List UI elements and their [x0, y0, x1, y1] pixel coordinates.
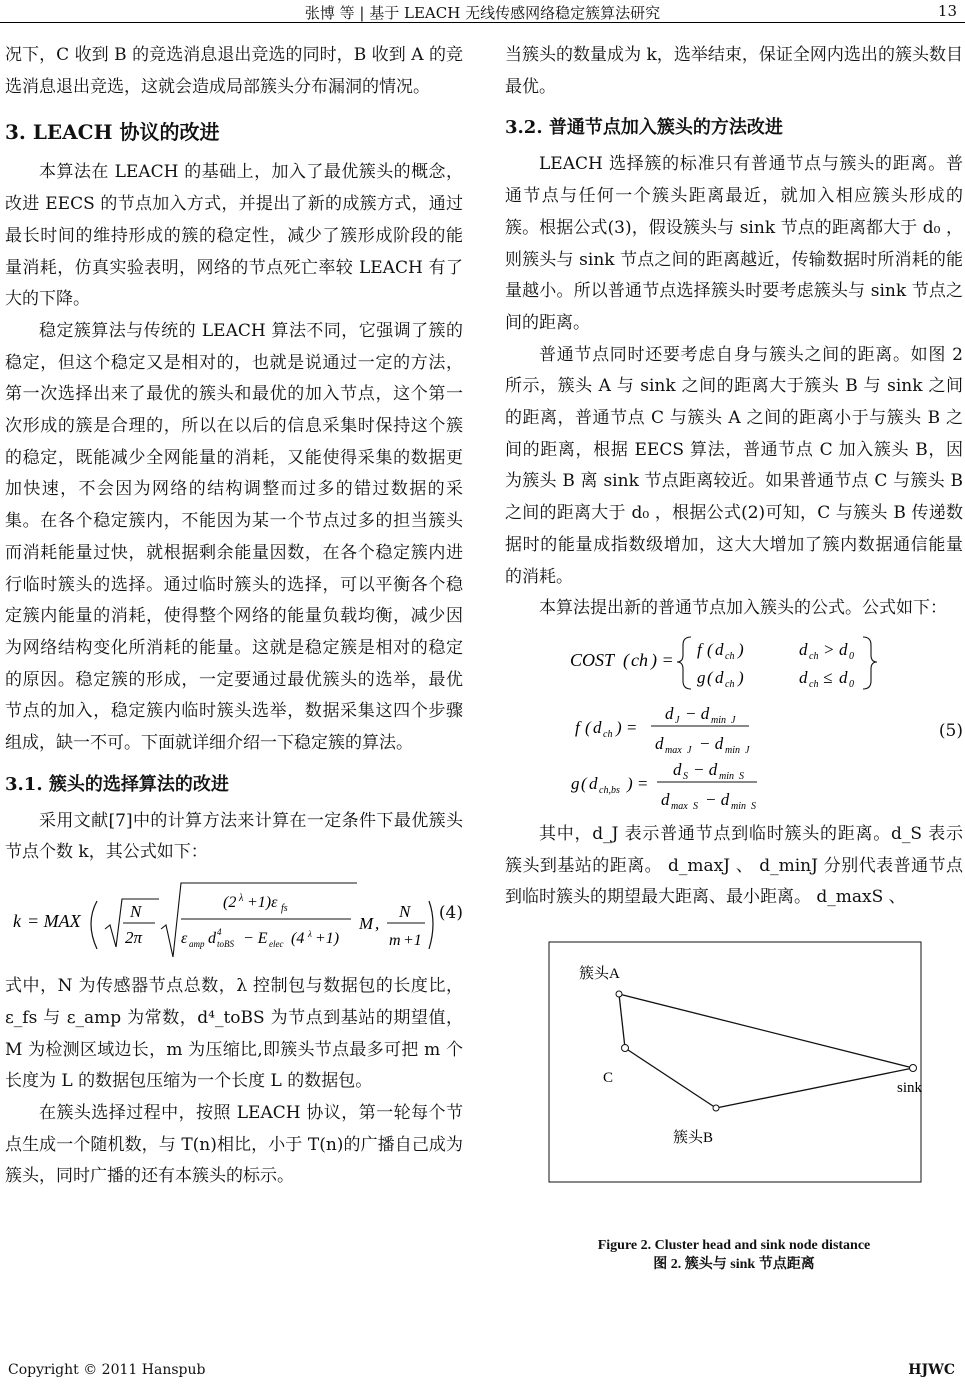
label-sink: sink	[897, 1080, 923, 1097]
paragraph: 普通节点同时还要考虑自身与簇头之间的距离。如图 2 所示，簇头 A 与 sink 之间的距离大于簇头 B 与 sink 之间的距离，普通节点 C 与簇头 A 之间的距离小于与簇头 B 之间的距离，根据 EECS 算法，普通节点 C 加入簇头 B，因为簇头 B 离 sink 节点距离较近。如果普通节点 C 与簇头 B 之间的距离大于 d₀ ，根据公式(2)可知，C 与簇头 B 传递数据时的能量成指数级增加，这大大增加了簇内数据通信能量的消耗。	[505, 344, 963, 587]
svg-text:d: d	[839, 639, 848, 659]
paragraph: 当簇头的数量成为 k，选举结束，保证全网内选出的簇头数目最优。	[505, 45, 963, 97]
svg-text:+1)ε: +1)ε	[247, 894, 278, 912]
svg-text:S: S	[693, 800, 698, 812]
svg-text:) =: ) =	[627, 773, 649, 793]
svg-text:d: d	[673, 759, 682, 779]
svg-text:ch: ch	[809, 678, 819, 690]
svg-text:d: d	[661, 789, 670, 809]
svg-text:≤: ≤	[823, 667, 833, 687]
svg-text:− d: − d	[699, 733, 724, 753]
svg-text:,: ,	[375, 914, 380, 934]
edge-b-sink	[716, 1068, 913, 1108]
equation-5-formula	[505, 625, 905, 815]
svg-text:m: m	[389, 932, 401, 950]
left-column	[5, 40, 463, 1193]
svg-text:d: d	[593, 717, 602, 737]
svg-text:N: N	[399, 902, 411, 922]
svg-text:(: (	[707, 667, 713, 687]
svg-text:elec: elec	[269, 939, 284, 950]
svg-text:) =: ) =	[651, 649, 674, 670]
subsection-heading: 3.2. 普通节点加入簇头的方法改进	[505, 117, 783, 139]
paragraph: 采用文献[7]中的计算方法来计算在一定条件下最优簇头节点个数 k，其公式如下：	[5, 810, 463, 863]
svg-text:S: S	[739, 770, 744, 782]
svg-text:+1: +1	[403, 932, 422, 950]
equation-number: (5)	[938, 720, 963, 741]
paragraph: 在簇头选择过程中，按照 LEACH 协议，第一轮每个节点生成一个随机数，与 T(n)相比，小于 T(n)的广播自己成为簇头，同时广播的还有本簇头的标示。	[5, 1102, 463, 1187]
figure-2	[505, 940, 963, 1280]
svg-text:− d: − d	[685, 703, 710, 723]
svg-text:0: 0	[849, 678, 854, 690]
svg-text:S: S	[683, 770, 688, 782]
svg-text:− E: − E	[243, 930, 268, 948]
svg-text:N: N	[130, 902, 142, 922]
svg-text:d: d	[589, 773, 598, 793]
svg-text:max: max	[665, 744, 682, 756]
svg-text:(: (	[707, 639, 713, 659]
node-cluster-head-a	[616, 991, 622, 997]
svg-text:ch: ch	[725, 678, 735, 690]
paragraph: 其中，d_J 表示普通节点到临时簇头的距离。d_S 表示簇头到基站的距离。 d_maxJ 、 d_minJ 分别代表普通节点到临时簇头的期望最大距离、最小距离。 d_maxS 、	[505, 823, 963, 908]
svg-text:d: d	[715, 667, 724, 687]
paragraph: LEACH 选择簇的标准只有普通节点与簇头的距离。普通节点与任何一个簇头距离最近，就加入相应簇头形成的簇。根据公式(3)，假设簇头与 sink 节点的距离都大于 d₀ ，则簇头与 sink 节点之间的距离越近，传输数据时所消耗的能量越小。所以普通节点选择簇头时要考虑簇头与 sink 节点之间的距离。	[505, 154, 963, 333]
svg-text:(4: (4	[291, 930, 305, 948]
svg-text:toBS: toBS	[217, 939, 234, 950]
edge-a-c	[619, 994, 625, 1048]
label-b: 簇头B	[673, 1130, 714, 1147]
svg-text:f: f	[575, 717, 580, 737]
svg-text:fs: fs	[281, 903, 288, 915]
figure-2-diagram	[505, 940, 963, 1230]
svg-text:+1): +1)	[315, 930, 340, 948]
label-a: 簇头A	[579, 966, 620, 983]
svg-text:ε: ε	[181, 930, 188, 948]
svg-text:amp: amp	[189, 939, 205, 950]
page-number: 13	[937, 2, 957, 20]
svg-text:d: d	[799, 667, 808, 687]
svg-text:>: >	[823, 639, 835, 659]
paragraph: 本算法在 LEACH 的基础上，加入了最优簇头的概念，改进 EECS 的节点加入方式，并提出了新的成簇方式，通过最长时间的维持形成的簇的稳定性，减少了簇形成阶段的能量消耗，仿真实验表明，网络的节点死亡率较 LEACH 有了大的下降。	[5, 162, 463, 310]
svg-text:4: 4	[217, 927, 222, 938]
svg-text:d: d	[715, 639, 724, 659]
svg-text:): )	[738, 639, 744, 659]
header-rule	[0, 22, 965, 23]
svg-text:ch: ch	[631, 649, 648, 670]
subsection-heading: 3.1. 簇头的选择算法的改进	[5, 773, 229, 795]
svg-text:ch: ch	[725, 650, 735, 662]
paragraph: 稳定簇算法与传统的 LEACH 算法不同，它强调了簇的稳定，但这个稳定又是相对的，也就是说通过一定的方法，第一次选择出来了最优的簇头和最优的加入节点，这个第一次形成的簇是合理的，所以在以后的信息采集时保持这个簇的稳定，既能减少全网能量的消耗，又能使得采集的数据更加快速，不会因为网络的结构调整而过多的错过数据的采集。在各个稳定簇内，不能因为某一个节点过多的担当簇头而消耗能量过快，就根据剩余能量因数，在各个稳定簇内进行临时簇头的选择。通过临时簇头的选择，可以平衡各个稳定簇内能量的消耗，使得整个网络的能量负载均衡，减少因为网络结构变化所消耗的能量。这就是稳定簇是相对的稳定的原因。稳定簇的形成，一定要通过最优簇头的选举，最优节点的加入，稳定簇内临时簇头选举，数据采集这四个步骤组成，缺一不可。下面就详细介绍一下稳定簇的算法。	[5, 320, 463, 754]
running-title: 张博 等 | 基于 LEACH 无线传感网络稳定簇算法研究	[304, 4, 661, 22]
svg-text:ch,bs: ch,bs	[599, 784, 620, 796]
svg-text:J: J	[745, 744, 750, 756]
edge-c-b	[625, 1048, 716, 1108]
paragraph: 本算法提出新的普通节点加入簇头的公式。公式如下：	[539, 598, 947, 619]
paragraph: 况下，C 收到 B 的竞选消息退出竞选的同时，B 收到 A 的竞选消息退出竞选，这就会造成局部簇头分布漏洞的情况。	[5, 45, 463, 97]
svg-text:min: min	[725, 744, 740, 756]
svg-text:− d: − d	[705, 789, 730, 809]
figure-caption-en: Figure 2. Cluster head and sink node distance	[597, 1238, 871, 1254]
equation-4	[5, 877, 463, 961]
svg-text:λ: λ	[239, 893, 244, 905]
svg-text:min: min	[731, 800, 746, 812]
copyright: Copyright © 2011 Hanspub	[8, 1362, 206, 1378]
svg-text:k: k	[13, 911, 21, 932]
svg-text:g: g	[697, 667, 706, 687]
svg-text:− d: − d	[693, 759, 718, 779]
equation-5	[505, 625, 963, 815]
svg-text:min: min	[719, 770, 734, 782]
section-heading: 3. LEACH 协议的改进	[5, 120, 220, 145]
node-cluster-head-b	[713, 1105, 719, 1111]
edge-a-sink	[619, 994, 913, 1068]
svg-text:d: d	[839, 667, 848, 687]
svg-text:= MAX: = MAX	[27, 911, 81, 932]
svg-text:λ: λ	[308, 929, 312, 940]
svg-text:d: d	[799, 639, 808, 659]
svg-text:J: J	[731, 714, 736, 726]
right-column	[505, 40, 963, 1280]
equation-number: (4)	[438, 903, 463, 924]
svg-text:(: (	[581, 773, 587, 793]
svg-text:min: min	[711, 714, 726, 726]
svg-text:): )	[738, 667, 744, 687]
svg-text:ch: ch	[603, 728, 613, 740]
svg-text:(: (	[623, 649, 629, 670]
svg-text:2π: 2π	[125, 928, 143, 948]
svg-text:d: d	[655, 733, 664, 753]
svg-text:d: d	[208, 930, 216, 948]
svg-text:(: (	[585, 717, 591, 737]
svg-text:0: 0	[849, 650, 854, 662]
node-sink	[910, 1065, 917, 1072]
equation-4-formula	[5, 877, 435, 961]
svg-text:d: d	[665, 703, 674, 723]
svg-text:J: J	[675, 714, 680, 726]
svg-text:max: max	[671, 800, 688, 812]
svg-text:) =: ) =	[616, 717, 638, 737]
svg-text:M: M	[359, 914, 374, 934]
svg-text:S: S	[751, 800, 756, 812]
svg-text:J: J	[687, 744, 692, 756]
figure-caption-zh: 图 2. 簇头与 sink 节点距离	[653, 1257, 815, 1273]
node-c	[622, 1045, 629, 1052]
svg-text:g: g	[571, 773, 580, 793]
svg-text:f: f	[697, 639, 702, 659]
page-header	[0, 0, 965, 24]
svg-text:ch: ch	[809, 650, 819, 662]
svg-text:COST: COST	[570, 649, 615, 670]
journal-abbreviation: HJWC	[908, 1362, 955, 1378]
label-c: C	[603, 1070, 614, 1087]
paragraph: 式中，N 为传感器节点总数，λ 控制包与数据包的长度比，ε_fs 与 ε_amp 为常数，d⁴_toBS 为节点到基站的期望值，M 为检测区域边长，m 为压缩比,即簇头节点最多可把 m 个长度为 L 的数据包压缩为一个长度 L 的数据包。	[5, 976, 463, 1092]
svg-text:(2: (2	[223, 894, 237, 912]
